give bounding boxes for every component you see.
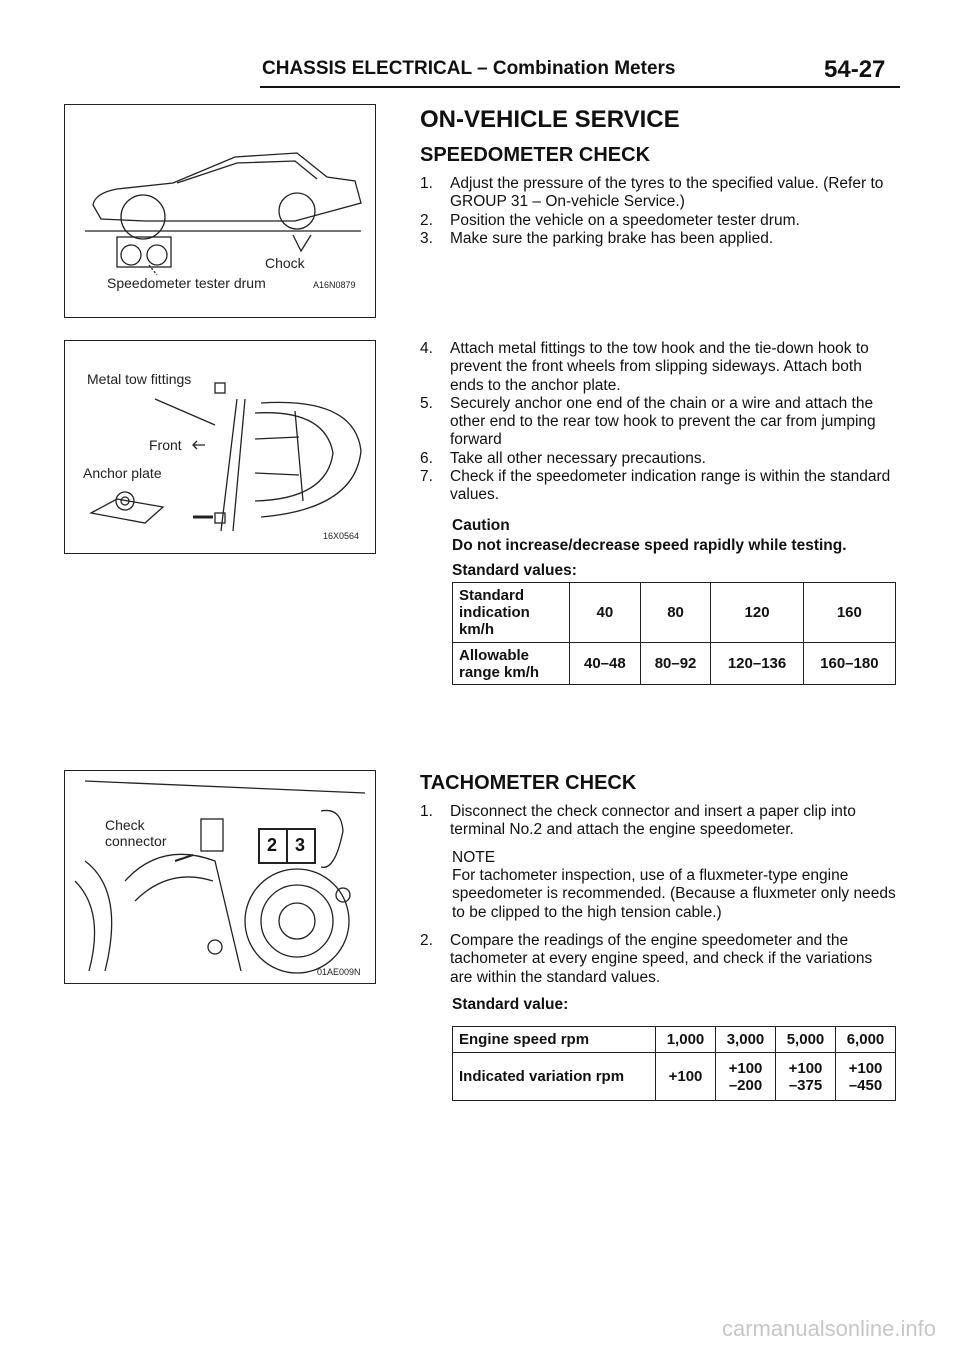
running-header-title: CHASSIS ELECTRICAL – Combination Meters (262, 58, 676, 79)
step-item: 5. Securely anchor one end of the chain or a wire and attach the other end to the rear tow hook to prevent the car from jumping forward (420, 394, 876, 449)
table-cell: 1,000 (656, 1027, 716, 1053)
watermark: carmanualsonline.info (721, 1316, 936, 1341)
front-label: Front (149, 437, 182, 453)
figure-code: 16X0564 (323, 531, 360, 541)
section-title: ON-VEHICLE SERVICE (420, 106, 680, 133)
engine-bay-illustration (65, 771, 375, 983)
table-cell: 6,000 (836, 1027, 896, 1053)
standard-values-label: Standard values: (452, 562, 577, 579)
step-item: 2. Position the vehicle on a speedometer tester drum. (420, 211, 800, 229)
table-cell: 120 (711, 583, 803, 643)
caution-text: Do not increase/decrease speed rapidly while testing. (452, 537, 847, 554)
tow-fittings-label: Metal tow fittings (87, 371, 192, 387)
table-cell: 160–180 (803, 643, 895, 685)
step-item: 4. Attach metal fittings to the tow hook and the tie-down hook to prevent the front wheels from slipping sideways. Attach both ends to the anchor plate. (420, 340, 869, 394)
step-item: 7. Check if the speedometer indication range is within the standard values. (420, 468, 891, 504)
table-row (453, 583, 896, 643)
table-cell: 40–48 (570, 643, 641, 685)
standard-value-label: Standard value: (452, 996, 569, 1013)
table-row (453, 1053, 896, 1101)
speedometer-steps-b (420, 340, 898, 505)
table-cell: 80 (640, 583, 711, 643)
table-cell: +100 –200 (716, 1053, 776, 1101)
tester-drum-label: Speedometer tester drum (107, 275, 266, 291)
figure-code: 01AE009N (317, 967, 361, 977)
chock-label: Chock (265, 255, 305, 271)
table-cell: 120–136 (711, 643, 803, 685)
step-item: 6. Take all other necessary precautions. (420, 449, 706, 467)
speedometer-check-title: SPEEDOMETER CHECK (420, 144, 651, 166)
tacho-step-2 (420, 932, 898, 987)
speedometer-spec-table (452, 582, 896, 685)
table-cell-label: Engine speed rpm (453, 1027, 656, 1053)
step-text: Disconnect the check connector and insert a paper clip into terminal No.2 and attach the engine speedometer. (450, 803, 856, 839)
figure-check-connector (64, 770, 376, 984)
connector-label: connector (105, 833, 167, 849)
table-cell: 80–92 (640, 643, 711, 685)
anchor-plate-label: Anchor plate (83, 465, 162, 481)
note-text: For tachometer inspection, use of a fluxmeter-type engine speedometer is recommended. (Because a fluxmeter only needs to be clipped to the high tension cable.) (452, 867, 896, 921)
page-number: 54-27 (824, 56, 886, 83)
table-cell: +100 –450 (836, 1053, 896, 1101)
figure-tow-fittings (64, 340, 376, 554)
step-item: 1. Adjust the pressure of the tyres to the specified value. (Refer to GROUP 31 – On-vehicle Service.) (420, 175, 884, 211)
caution-title: Caution (452, 517, 510, 534)
table-cell: +100 –375 (776, 1053, 836, 1101)
terminal-3-label: 3 (295, 835, 306, 855)
table-cell-label: Standard indication km/h (453, 583, 570, 643)
speedometer-steps-a (420, 175, 898, 248)
figure-tester-drum (64, 104, 376, 318)
table-row (453, 1027, 896, 1053)
table-cell: 160 (803, 583, 895, 643)
tachometer-spec-table (452, 1026, 896, 1101)
tachometer-check-title: TACHOMETER CHECK (420, 772, 637, 794)
header-rule (260, 86, 900, 88)
step-text: Compare the readings of the engine speedometer and the tachometer at every engine speed, and check if the variations are within the standard values. (450, 932, 873, 986)
step-item: 3. Make sure the parking brake has been applied. (420, 229, 774, 247)
check-label: Check (105, 817, 145, 833)
table-cell-label: Allowable range km/h (453, 643, 570, 685)
tacho-step-1 (420, 803, 898, 840)
table-cell: 5,000 (776, 1027, 836, 1053)
table-cell-label: Indicated variation rpm (453, 1053, 656, 1101)
note-title: NOTE (452, 849, 496, 866)
table-cell: 3,000 (716, 1027, 776, 1053)
table-cell: +100 (656, 1053, 716, 1101)
terminal-2-label: 2 (267, 835, 278, 855)
figure-code: A16N0879 (313, 280, 356, 290)
table-row (453, 643, 896, 685)
step-number: 1. (420, 803, 433, 820)
table-cell: 40 (570, 583, 641, 643)
step-number: 2. (420, 932, 433, 949)
